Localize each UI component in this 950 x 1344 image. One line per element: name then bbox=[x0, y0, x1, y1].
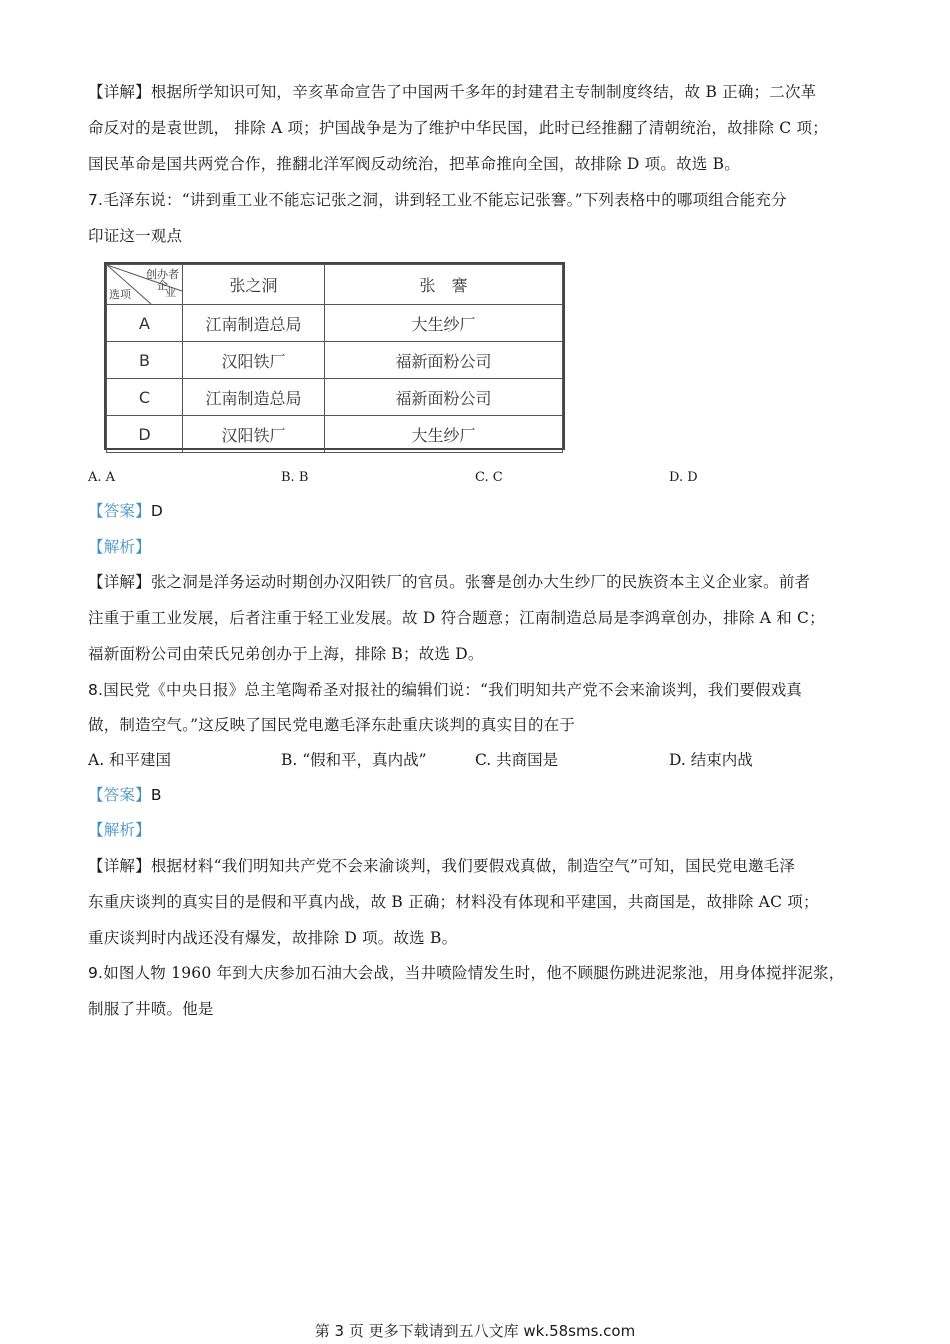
row-col2: 福新面粉公司 bbox=[325, 342, 563, 379]
q7-option-b: B. B bbox=[281, 470, 309, 485]
table-header-diagonal-cell bbox=[107, 265, 183, 305]
header-company-b: 业 bbox=[165, 286, 176, 299]
header-zhang-zhidong: 张之洞 bbox=[183, 265, 325, 305]
row-option: A bbox=[107, 305, 183, 342]
q6-detail-line-2: 命反对的是袁世凯， 排除 A 项；护国战争是为了维护中华民国，此时已经推翻了清朝统治，故排除 C 项； bbox=[88, 119, 828, 137]
q7-stem-line-2: 印证这一观点 bbox=[88, 227, 183, 245]
row-col1: 江南制造总局 bbox=[183, 305, 325, 342]
q7-option-a: A. A bbox=[88, 470, 116, 485]
page-footer: 第 3 页 更多下载请到五八文库 wk.58sms.com bbox=[314, 1322, 636, 1340]
q7-stem-line-1: 7.毛泽东说：“讲到重工业不能忘记张之洞，讲到轻工业不能忘记张謇。”下列表格中的哪项组合能充分 bbox=[88, 191, 787, 209]
q8-detail-line-1: 【详解】根据材料“我们明知共产党不会来渝谈判，我们要假戏真做，制造空气”可知，国民党电邀毛泽 bbox=[88, 857, 796, 875]
q8-detail-line-2: 东重庆谈判的真实目的是假和平真内战，故 B 正确；材料没有体现和平建国，共商国是，故排除 AC 项； bbox=[88, 893, 819, 911]
row-option: D bbox=[107, 416, 183, 453]
q8-analysis-tag: 【解析】 bbox=[88, 821, 151, 839]
q7-detail-line-3: 福新面粉公司由荣氏兄弟创办于上海，排除 B；故选 D。 bbox=[88, 645, 484, 663]
q7-detail-line-2: 注重于重工业发展，后者注重于轻工业发展。故 D 符合题意；江南制造总局是李鸿章创办，排除 A 和 C； bbox=[88, 609, 825, 627]
row-option: C bbox=[107, 379, 183, 416]
header-zhang-jian: 张 謇 bbox=[325, 265, 563, 305]
q6-detail-line-1: 【详解】根据所学知识可知，辛亥革命宣告了中国两千多年的封建君主专制制度终结，故 B 正确；二次革 bbox=[88, 83, 817, 101]
table-row bbox=[107, 342, 563, 379]
q8-option-a: A. 和平建国 bbox=[88, 751, 172, 769]
table-row bbox=[107, 379, 563, 416]
table-row bbox=[107, 305, 563, 342]
q7-answer: 【答案】D bbox=[88, 502, 163, 520]
q7-option-c: C. C bbox=[475, 470, 503, 485]
row-col2: 福新面粉公司 bbox=[325, 379, 563, 416]
q9-stem-line-1: 9.如图人物 1960 年到大庆参加石油大会战，当井喷险情发生时，他不顾腿伤跳进泥浆池，用身体搅拌泥浆， bbox=[88, 964, 845, 982]
row-col1: 汉阳铁厂 bbox=[183, 416, 325, 453]
q8-stem-line-1: 8.国民党《中央日报》总主笔陶希圣对报社的编辑们说：“我们明知共产党不会来渝谈判，我们要假戏真 bbox=[88, 681, 803, 699]
q6-detail-line-3: 国民革命是国共两党合作，推翻北洋军阀反动统治，把革命推向全国，故排除 D 项。故选 B。 bbox=[88, 155, 740, 173]
header-company-a: 企 bbox=[157, 279, 168, 292]
q7-analysis-tag: 【解析】 bbox=[88, 538, 151, 556]
header-option: 选项 bbox=[109, 288, 131, 301]
q7-table bbox=[104, 262, 565, 450]
row-col2: 大生纱厂 bbox=[325, 416, 563, 453]
row-option: B bbox=[107, 342, 183, 379]
q7-option-d: D. D bbox=[669, 470, 698, 485]
q7-detail-line-1: 【详解】张之洞是洋务运动时期创办汉阳铁厂的官员。张謇是创办大生纱厂的民族资本主义企业家。前者 bbox=[88, 573, 811, 591]
header-founder: 创办者 bbox=[146, 268, 179, 281]
row-col1: 江南制造总局 bbox=[183, 379, 325, 416]
row-col1: 汉阳铁厂 bbox=[183, 342, 325, 379]
table-row bbox=[107, 416, 563, 453]
q9-stem-line-2: 制服了井喷。他是 bbox=[88, 1000, 214, 1018]
q8-stem-line-2: 做，制造空气。”这反映了国民党电邀毛泽东赴重庆谈判的真实目的在于 bbox=[88, 716, 576, 734]
q8-answer: 【答案】B bbox=[88, 786, 162, 804]
q8-option-d: D. 结束内战 bbox=[669, 751, 753, 769]
q8-detail-line-3: 重庆谈判时内战还没有爆发，故排除 D 项。故选 B。 bbox=[88, 929, 458, 947]
row-col2: 大生纱厂 bbox=[325, 305, 563, 342]
q8-option-b: B. “假和平，真内战” bbox=[281, 751, 427, 769]
q8-option-c: C. 共商国是 bbox=[475, 751, 559, 769]
